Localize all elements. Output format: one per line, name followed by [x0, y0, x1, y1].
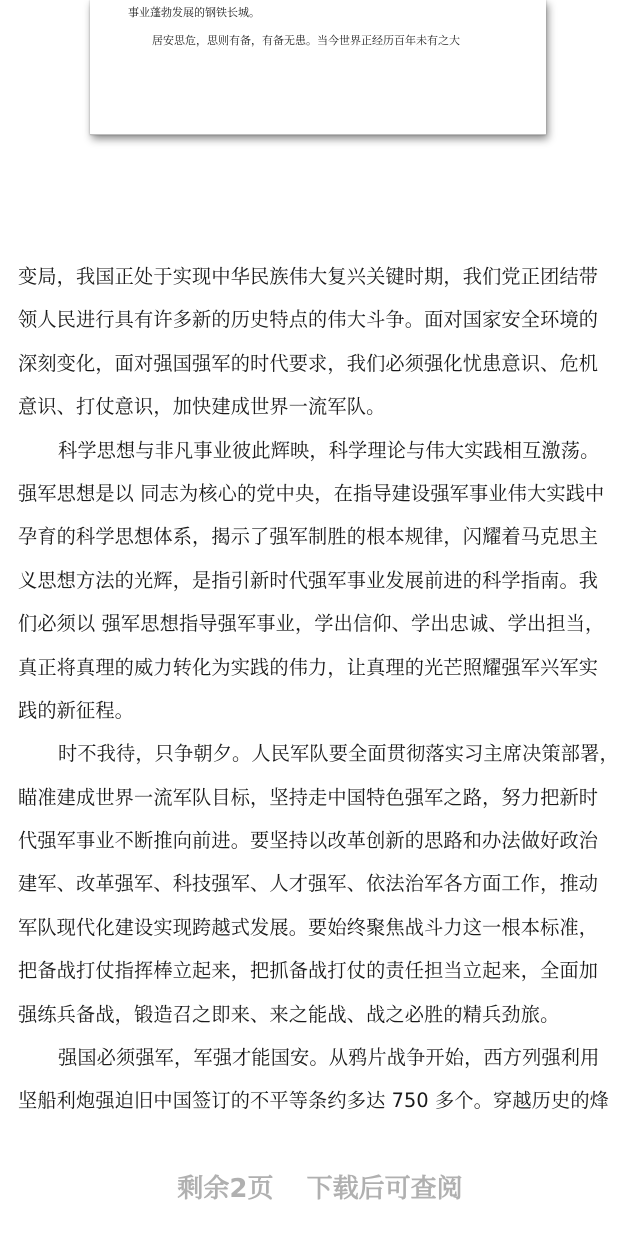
previous-page-card — [90, 0, 546, 135]
body-text-line: 把备战打仗指挥棒立起来，把抓备战打仗的责任担当立起来，全面加 — [18, 959, 599, 983]
body-text-line: 科学思想与非凡事业彼此辉映，科学理论与伟大实践相互激荡。 — [58, 438, 600, 462]
body-text-line: 军队现代化建设实现跨越式发展。要始终聚焦战斗力这一根本标准， — [18, 915, 599, 939]
body-text-line: 义思想方法的光辉，是指引新时代强军事业发展前进的科学指南。我 — [18, 568, 599, 592]
body-text-line: 强军思想是以 同志为核心的党中央，在指导建设强军事业伟大实践中 — [18, 481, 605, 505]
body-text-line: 意识、打仗意识，加快建成世界一流军队。 — [18, 395, 386, 419]
body-text-line: 孕育的科学思想体系，揭示了强军制胜的根本规律，闪耀着马克思主 — [18, 525, 599, 549]
body-text-line: 深刻变化，面对强国强军的时代要求，我们必须强化忧患意识、危机 — [18, 351, 599, 375]
body-text-line: 代强军事业不断推向前进。要坚持以改革创新的思路和办法做好政治 — [18, 829, 599, 853]
document-body — [18, 262, 628, 1130]
download-prompt[interactable] — [0, 1168, 640, 1205]
body-text-line: 强练兵备战，锻造召之即来、来之能战、战之必胜的精兵劲旅。 — [18, 1002, 560, 1026]
body-text-line: 真正将真理的威力转化为实践的伟力，让真理的光芒照耀强军兴军实 — [18, 655, 599, 679]
body-text-line: 践的新征程。 — [18, 698, 135, 722]
body-text-line: 变局，我国正处于实现中华民族伟大复兴关键时期，我们党正团结带 — [18, 265, 599, 288]
body-text-line: 瞄准建成世界一流军队目标，坚持走中国特色强军之路，努力把新时 — [18, 785, 599, 809]
body-text-line: 们必须以 强军思想指导强军事业，学出信仰、学出忠诚、学出担当， — [18, 612, 605, 636]
body-text-line: 坚船利炮强迫旧中国签订的不平等条约多达 750 多个。穿越历史的烽 — [18, 1089, 610, 1113]
body-text-line: 建军、改革强军、科技强军、人才强军、依法治军各方面工作，推动 — [18, 872, 599, 896]
body-text-line: 强国必须强军，军强才能国安。从鸦片战争开始，西方列强利用 — [58, 1046, 600, 1070]
body-text-line: 时不我待，只争朝夕。人民军队要全面贯彻落实习主席决策部署， — [58, 742, 619, 766]
body-text-line: 领人民进行具有许多新的历史特点的伟大斗争。面对国家安全环境的 — [18, 308, 599, 332]
card-text-line: 居安思危，思则有备，有备无患。当今世界正经历百年未有之大 — [152, 34, 460, 47]
download-to-read-label[interactable]: 下载后可查阅 — [306, 1174, 463, 1204]
remaining-pages-label: 剩余2页 — [177, 1174, 274, 1204]
card-text-line: 事业蓬勃发展的钢铁长城。 — [128, 6, 260, 19]
